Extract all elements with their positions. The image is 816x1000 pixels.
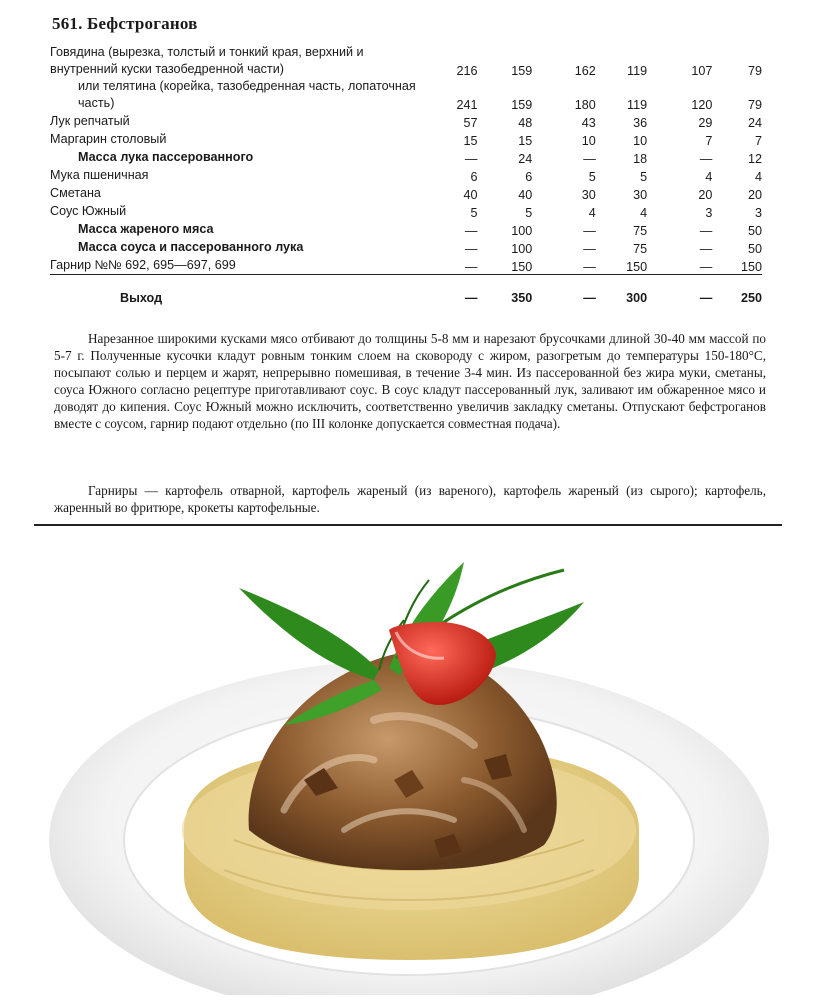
ingredient-value: —: [431, 275, 477, 316]
ingredient-value: 216: [456, 64, 478, 78]
method-paragraph: Нарезанное широкими кусками мясо отбивают до толщины 5-8 мм и нарезают брусочками длиной 30-40 мм массой по 5-7 г. Полученные кусочки кладут ровным тонким слоем на сковороду с жиром, разогретым до температуры 150-180°С, посыпают солью и перцем и жарят, непрерывно помешивая, в течение 3-4 мин. Из пассерованной без жира муки, сметаны, соуса Южного согласно рецептуре приготавливают соус. В соус кладут пассерованный лук, заливают им обжаренное мясо и доводят до кипения. Соус Южный можно исключить, соответственно увеличив закладку сметаны. Отпускают бефстроганов вместе с соусом, гарнир подают отдельно (по III колонке допускается совместная подача).: [54, 331, 766, 431]
section-divider: [34, 524, 782, 526]
ingredient-value: 15: [463, 134, 478, 148]
recipe-title: 561. Бефстроганов: [52, 14, 198, 33]
ingredient-name: Соус Южный: [50, 204, 127, 218]
ingredient-name: Выход: [50, 275, 431, 316]
ingredient-value: 5: [470, 206, 478, 220]
ingredient-value: 24: [518, 152, 533, 166]
ingredient-value: —: [464, 224, 478, 238]
ingredient-value: 7: [754, 134, 762, 148]
ingredient-value: —: [583, 242, 596, 256]
ingredient-value: —: [699, 242, 713, 256]
ingredient-value: —: [583, 260, 596, 274]
ingredient-value: 50: [747, 224, 762, 238]
ingredient-value: 43: [581, 116, 596, 130]
ingredient-value: 3: [754, 206, 762, 220]
ingredient-value: 4: [588, 206, 596, 220]
table-row: [50, 220, 762, 238]
ingredient-value: 29: [698, 116, 713, 130]
ingredient-value: 50: [747, 242, 762, 256]
ingredient-value: 4: [754, 170, 762, 184]
table-row: [50, 202, 762, 220]
ingredient-value: 5: [640, 170, 648, 184]
ingredient-value: 5: [588, 170, 596, 184]
ingredient-value: —: [583, 224, 596, 238]
ingredient-value: 300: [596, 275, 647, 316]
ingredient-value: 79: [747, 98, 762, 112]
ingredient-name: Гарнир №№ 692, 695—697, 699: [50, 258, 236, 272]
ingredient-value: 150: [511, 260, 533, 274]
ingredient-value: —: [464, 152, 478, 166]
ingredient-value: 119: [627, 64, 648, 78]
ingredient-value: 6: [525, 170, 533, 184]
ingredient-name: или телятина (корейка, тазобедренная часть, лопаточная часть): [78, 79, 416, 110]
ingredient-value: 150: [626, 260, 648, 274]
ingredient-value: —: [583, 152, 596, 166]
ingredient-value: 5: [525, 206, 533, 220]
ingredient-value: 48: [518, 116, 533, 130]
ingredient-value: 350: [477, 275, 532, 316]
ingredient-value: 79: [747, 64, 762, 78]
ingredient-name: Мука пшеничная: [50, 168, 149, 182]
table-row: [50, 44, 762, 78]
ingredient-value: 241: [456, 98, 478, 112]
ingredients-table: [50, 44, 762, 315]
ingredient-value: 150: [740, 260, 762, 274]
ingredient-value: 4: [705, 170, 713, 184]
beef-stroganoff-illustration: [44, 540, 774, 995]
ingredient-value: 40: [518, 188, 533, 202]
ingredient-value: 30: [633, 188, 648, 202]
ingredient-value: 7: [705, 134, 713, 148]
ingredient-value: 24: [747, 116, 762, 130]
ingredient-value: 40: [463, 188, 478, 202]
ingredient-value: 75: [633, 242, 648, 256]
ingredient-value: 4: [640, 206, 648, 220]
table-row: [50, 256, 762, 275]
ingredient-value: 18: [633, 152, 648, 166]
ingredient-name: Говядина (вырезка, толстый и тонкий края, верхний и внутренний куски тазобедренной части): [50, 45, 364, 76]
ingredient-value: —: [464, 260, 478, 274]
ingredient-value: 162: [574, 64, 596, 78]
ingredient-value: 10: [633, 134, 648, 148]
ingredient-value: 30: [581, 188, 596, 202]
ingredient-value: 100: [511, 224, 533, 238]
output-row: [50, 275, 762, 316]
ingredient-value: 119: [627, 98, 648, 112]
ingredient-value: 75: [633, 224, 648, 238]
ingredient-value: 120: [691, 98, 713, 112]
table-row: [50, 78, 762, 112]
table-row: [50, 238, 762, 256]
garnish-paragraph: Гарниры — картофель отварной, картофель жареный (из вареного), картофель жареный (из сырого); картофель, жаренный во фритюре, крокеты картофельные.: [54, 483, 766, 515]
table-row: [50, 148, 762, 166]
table-row: [50, 112, 762, 130]
ingredient-value: 6: [470, 170, 478, 184]
ingredient-value: —: [699, 224, 713, 238]
ingredient-name: Масса лука пассерованного: [78, 150, 254, 164]
ingredient-value: 20: [698, 188, 713, 202]
ingredient-value: —: [464, 242, 478, 256]
ingredient-value: 20: [747, 188, 762, 202]
dish-photo: [44, 540, 774, 995]
ingredient-value: —: [647, 275, 712, 316]
table-row: [50, 130, 762, 148]
ingredient-name: Маргарин столовый: [50, 132, 167, 146]
ingredient-value: —: [699, 260, 713, 274]
ingredient-value: 15: [518, 134, 533, 148]
ingredient-value: 36: [633, 116, 648, 130]
ingredient-value: 3: [705, 206, 713, 220]
ingredient-value: 180: [574, 98, 596, 112]
ingredient-value: 10: [581, 134, 596, 148]
ingredient-value: 57: [463, 116, 478, 130]
ingredient-value: 250: [712, 275, 762, 316]
ingredient-value: 159: [511, 64, 533, 78]
ingredient-value: —: [699, 152, 713, 166]
ingredient-value: —: [532, 275, 595, 316]
ingredient-name: Масса жареного мяса: [78, 222, 214, 236]
ingredient-value: 107: [691, 64, 713, 78]
ingredient-value: 100: [511, 242, 533, 256]
ingredient-value: 159: [511, 98, 533, 112]
ingredient-name: Сметана: [50, 186, 101, 200]
table-row: [50, 184, 762, 202]
ingredient-name: Масса соуса и пассерованного лука: [78, 240, 304, 254]
ingredient-value: 12: [747, 152, 762, 166]
table-row: [50, 166, 762, 184]
ingredient-name: Лук репчатый: [50, 114, 130, 128]
